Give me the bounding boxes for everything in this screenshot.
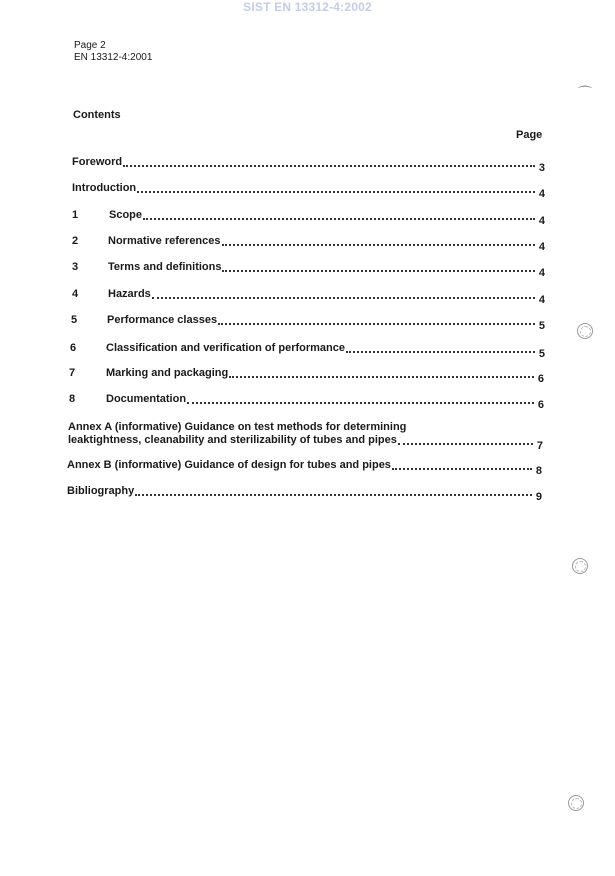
toc-entry-page: 6 — [537, 373, 544, 385]
toc-leader — [222, 270, 535, 272]
toc-entry-annex-a[interactable] — [68, 421, 543, 452]
toc-entry-page: 8 — [535, 465, 542, 477]
toc-entry-normative-references[interactable] — [72, 235, 545, 253]
toc-entry-title: Normative references — [108, 235, 221, 247]
toc-entry-number: 4 — [72, 288, 79, 300]
toc-entry-number: 7 — [69, 367, 76, 379]
toc-entry-page: 3 — [538, 162, 545, 174]
toc-entry-title: Annex B (informative) Guidance of design for tubes and pipes — [67, 459, 391, 471]
toc-entry-title: Marking and packaging — [106, 367, 229, 379]
toc-entry-number: 5 — [71, 314, 78, 326]
toc-entry-marking-and-packaging[interactable] — [69, 367, 544, 385]
contents-heading: Contents — [73, 109, 121, 121]
toc-entry-number: 6 — [70, 342, 77, 354]
toc-entry-page: 5 — [538, 348, 545, 360]
toc-entry-hazards[interactable] — [72, 288, 545, 306]
toc-leader — [398, 443, 533, 445]
toc-entry-scope[interactable] — [72, 209, 545, 227]
toc-entry-introduction[interactable] — [72, 182, 545, 200]
toc-leader — [229, 376, 534, 378]
toc-entry-number: 1 — [72, 209, 79, 221]
page-column-heading: Page — [516, 129, 543, 141]
punch-hole-icon — [572, 558, 588, 574]
toc-entry-number: 8 — [69, 393, 76, 405]
toc-leader — [152, 297, 535, 299]
toc-entry-page: 7 — [536, 440, 543, 452]
toc-entry-page: 6 — [537, 399, 544, 411]
document-id: EN 13312-4:2001 — [74, 52, 153, 63]
toc-entry-classification-and-verification[interactable] — [70, 342, 545, 360]
toc-leader — [143, 218, 535, 220]
watermark: SIST EN 13312-4:2002 — [243, 0, 372, 14]
toc-entry-page: 4 — [538, 188, 545, 200]
toc-entry-number: 3 — [72, 261, 79, 273]
punch-hole-icon — [568, 795, 584, 811]
toc-entry-title: Scope — [109, 209, 143, 221]
toc-entry-title-line2: leaktightness, cleanability and sterilizability of tubes and pipes — [68, 434, 397, 446]
toc-entry-page: 4 — [538, 267, 545, 279]
toc-leader — [392, 468, 532, 470]
toc-entry-title: Bibliography — [67, 485, 135, 497]
toc-entry-terms-and-definitions[interactable] — [72, 261, 545, 279]
toc-entry-title: Classification and verification of performance — [106, 342, 346, 354]
corner-mark-icon: ⌒ — [578, 85, 592, 101]
punch-hole-icon — [577, 323, 593, 339]
toc-entry-title: Terms and definitions — [108, 261, 222, 273]
toc-entry-bibliography[interactable] — [67, 485, 542, 503]
toc-leader — [222, 244, 535, 246]
toc-leader — [123, 165, 535, 167]
toc-leader — [346, 351, 535, 353]
toc-entry-performance-classes[interactable] — [71, 314, 545, 332]
toc-entry-title: Documentation — [106, 393, 187, 405]
toc-leader — [218, 323, 535, 325]
toc-entry-title: Performance classes — [107, 314, 218, 326]
toc-leader — [137, 191, 535, 193]
toc-entry-page: 4 — [538, 294, 545, 306]
toc-entry-title: Foreword — [72, 156, 123, 168]
toc-entry-foreword[interactable] — [72, 156, 545, 174]
toc-entry-annex-b[interactable] — [67, 459, 542, 477]
toc-leader — [135, 494, 532, 496]
toc-entry-page: 5 — [538, 320, 545, 332]
toc-leader — [187, 402, 534, 404]
page-number: Page 2 — [74, 40, 106, 51]
toc-entry-page: 9 — [535, 491, 542, 503]
toc-entry-documentation[interactable] — [69, 393, 544, 411]
page-header — [74, 40, 152, 64]
toc-entry-page: 4 — [538, 215, 545, 227]
toc-entry-title: Hazards — [108, 288, 151, 300]
toc-entry-page: 4 — [538, 241, 545, 253]
toc-entry-title: Introduction — [72, 182, 137, 194]
toc-entry-title-line1: Annex A (informative) Guidance on test methods for determining — [68, 421, 407, 433]
toc-entry-number: 2 — [72, 235, 79, 247]
